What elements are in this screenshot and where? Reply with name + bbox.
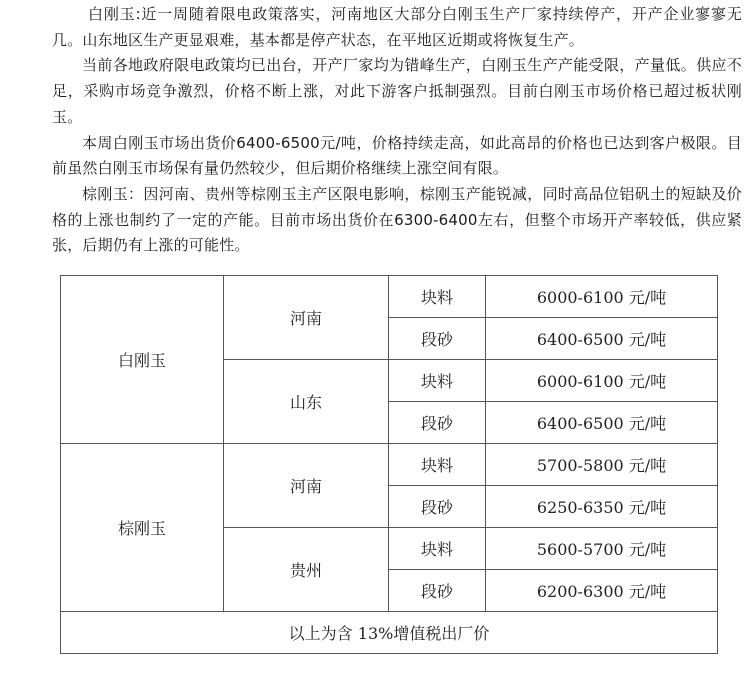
paragraph-policy-impact: 当前各地政府限电政策均已出台，开产厂家均为错峰生产，白刚玉生产产能受限，产量低。供应不足，采购市场竞争激烈，价格不断上涨，对此下游客户抵制强烈。目前白刚玉市场价格已超过板状刚玉。	[52, 56, 742, 126]
price-cell: 6250-6350 元/吨	[486, 486, 718, 528]
table-row	[61, 276, 718, 318]
region-cell: 河南	[224, 276, 389, 360]
paragraph-white-corundum-price: 本周白刚玉市场出货价6400-6500元/吨，价格持续走高，如此高昂的价格也已达到客户极限。目前虽然白刚玉市场保有量仍然较少，但后期价格继续上涨空间有限。	[52, 133, 742, 178]
paragraph-white-corundum-supply: 白刚玉:近一周随着限电政策落实，河南地区大部分白刚玉生产厂家持续停产，开产企业寥寥无几。山东地区生产更显艰难，基本都是停产状态，在平地区近期或将恢复生产。	[52, 5, 742, 49]
price-cell: 6400-6500 元/吨	[486, 318, 718, 360]
product-cell: 白刚玉	[61, 276, 224, 444]
price-cell: 6000-6100 元/吨	[486, 276, 718, 318]
article-body	[52, 2, 742, 259]
price-cell: 6000-6100 元/吨	[486, 360, 718, 402]
price-cell: 5700-5800 元/吨	[486, 444, 718, 486]
form-cell: 块料	[389, 360, 486, 402]
price-cell: 6200-6300 元/吨	[486, 570, 718, 612]
product-cell: 棕刚玉	[61, 444, 224, 612]
table-footnote: 以上为含 13%增值税出厂价	[61, 612, 718, 654]
region-cell: 河南	[224, 444, 389, 528]
price-cell: 5600-5700 元/吨	[486, 528, 718, 570]
price-cell: 6400-6500 元/吨	[486, 402, 718, 444]
paragraph-brown-corundum: 棕刚玉：因河南、贵州等棕刚玉主产区限电影响，棕刚玉产能锐减，同时高品位铝矾土的短缺及价格的上涨也制约了一定的产能。目前市场出货价在6300-6400左右，但整个市场开产率较低，供应紧张，后期仍有上涨的可能性。	[52, 184, 742, 255]
region-cell: 贵州	[224, 528, 389, 612]
form-cell: 块料	[389, 528, 486, 570]
table-footnote-row	[61, 612, 718, 654]
form-cell: 段砂	[389, 318, 486, 360]
form-cell: 块料	[389, 276, 486, 318]
price-table	[60, 275, 718, 654]
form-cell: 段砂	[389, 570, 486, 612]
form-cell: 段砂	[389, 402, 486, 444]
form-cell: 块料	[389, 444, 486, 486]
table-row	[61, 444, 718, 486]
form-cell: 段砂	[389, 486, 486, 528]
region-cell: 山东	[224, 360, 389, 444]
